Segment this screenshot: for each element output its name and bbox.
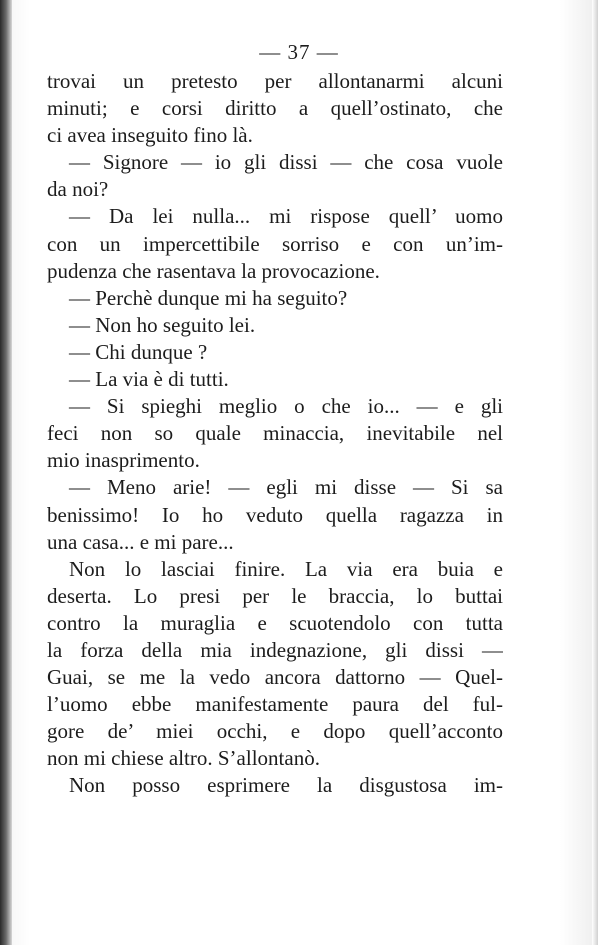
text-line: — Non ho seguito lei. [69,312,256,337]
text-line: trovai un pretesto per allontanarmi alcuni [47,69,503,93]
text-line: pudenza che rasentava la provocazione. [47,258,380,283]
text-line: — Si spieghi meglio o che io... — e gli [69,394,503,419]
text-line: benissimo! Io ho veduto quella ragazza in [47,502,503,527]
text-line: contro la muraglia e scuotendolo con tutta [47,610,503,635]
text-line: mio inasprimento. [47,448,200,473]
text-line: — La via è di tutti. [69,367,229,392]
text-line: non mi chiese altro. S’allontanò. [47,746,320,771]
text-line: deserta. Lo presi per le braccia, lo buttai [47,583,503,608]
text-line: una casa... e mi pare... [47,529,234,554]
text-line: — Meno arie! — egli mi disse — Si sa [69,475,503,500]
page-gutter [0,0,12,945]
page-edge [592,0,598,945]
body-text [47,68,503,800]
text-line: Non lo lasciai finire. La via era buia e [69,556,503,581]
text-line: da noi? [47,177,109,202]
text-line: la forza della mia indegnazione, gli dissi — [47,637,503,662]
page-number: — 37 — [259,40,339,64]
text-line: ci avea inseguito fino là. [47,123,253,148]
text-line: — Perchè dunque mi ha seguito? [69,285,348,310]
text-line: feci non so quale minaccia, inevitabile nel [47,421,503,446]
text-line: l’uomo ebbe manifestamente paura del ful- [47,692,503,717]
text-line: — Chi dunque ? [69,339,208,364]
text-line: Guai, se me la vedo ancora dattorno — Quel- [47,665,503,690]
text-line: con un impercettibile sorriso e con un’im- [47,231,503,256]
text-line: — Signore — io gli dissi — che cosa vuole [69,150,503,175]
text-line: — Da lei nulla... mi rispose quell’ uomo [69,204,503,229]
text-line: minuti; e corsi diritto a quell’ostinato, che [47,96,503,121]
text-line: Non posso esprimere la disgustosa im- [69,773,503,798]
text-line: gore de’ miei occhi, e dopo quell’acconto [47,719,503,744]
